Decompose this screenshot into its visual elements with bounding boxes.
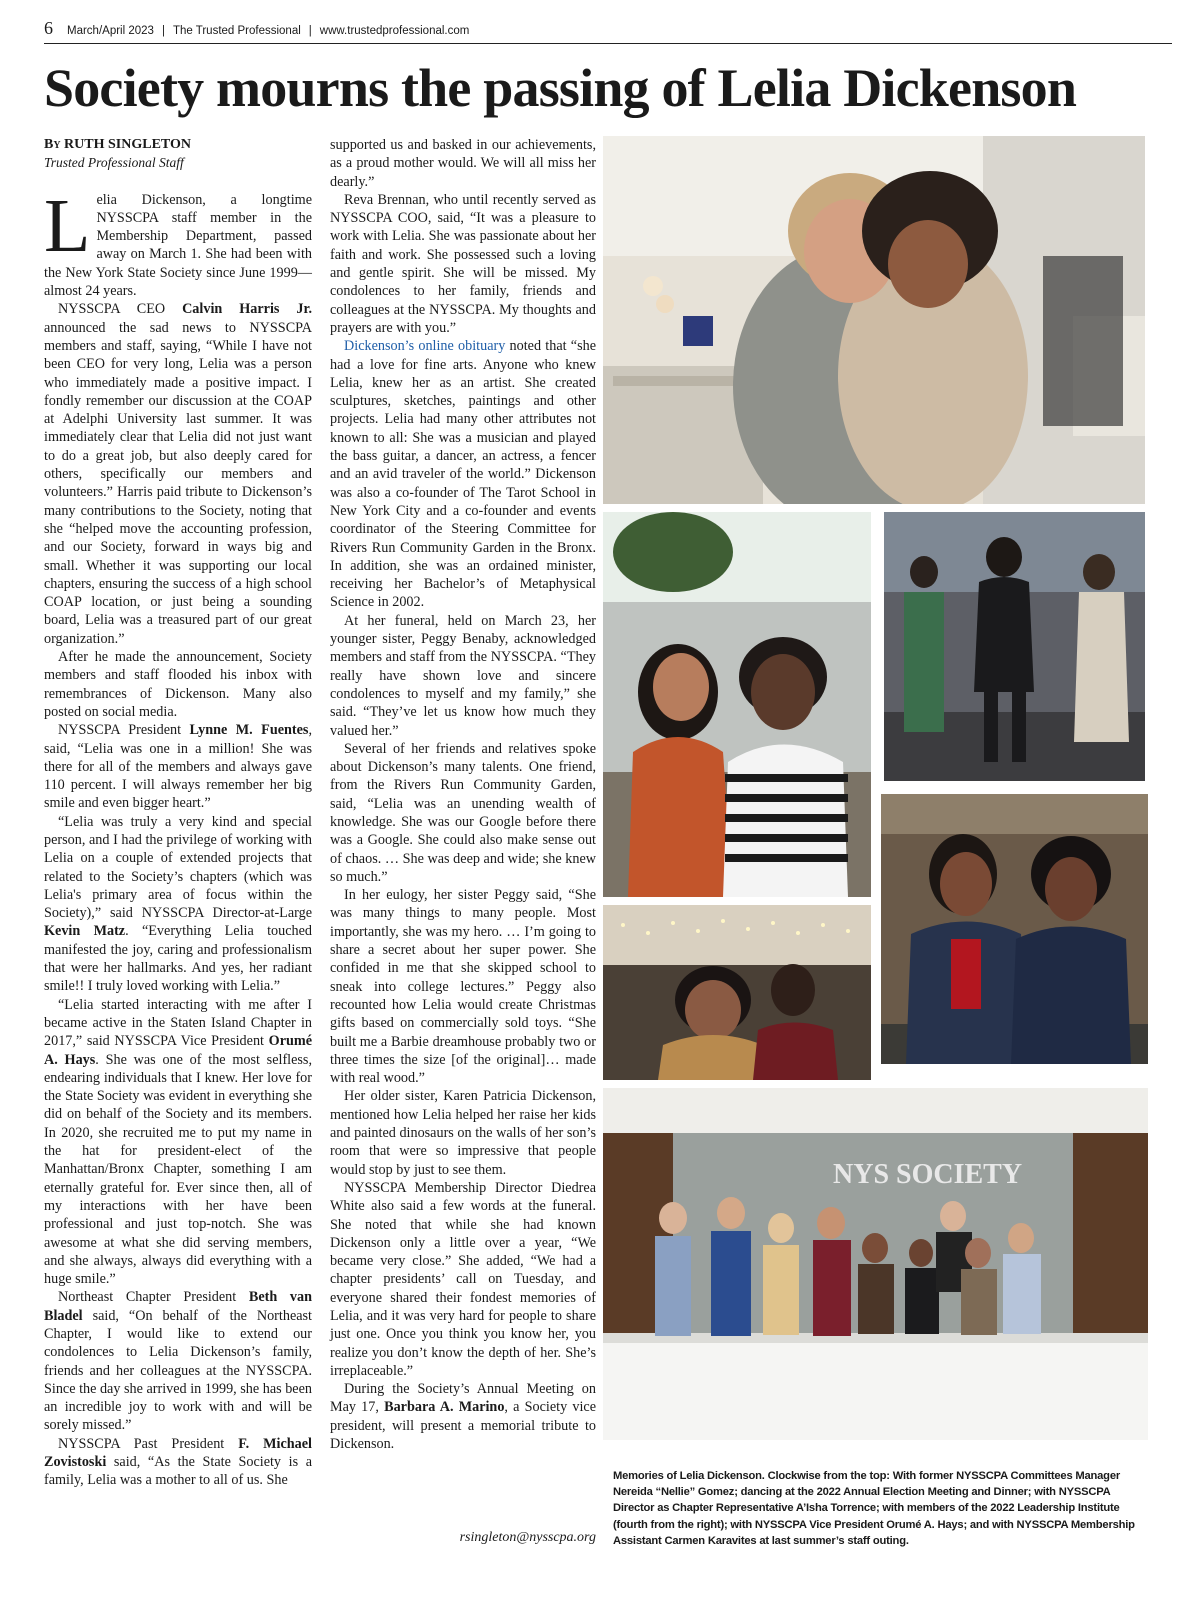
publication-url[interactable]: www.trustedprofessional.com <box>319 25 470 37</box>
paragraph: At her funeral, held on March 23, her younger sister, Peggy Benaby, acknowledged members and staff from the NYSSCPA. “They really have shown love and sincere condolences to myself and my family,” she said. “They’ve let us know how much they valued her.” <box>330 612 596 739</box>
paragraph: Dickenson’s online obituary noted that “she had a love for fine arts. Anyone who knew Lelia, knew her as an artist. She created sculptures, sketches, paintings and other projects. Lelia had many other attributes not known to all: She was a musician and played the bass guitar, a dancer, an actress, a fencer and an avid traveler of the world.” Dickenson was also a co-founder of The Tarot School in New York City and a co-founder and events coordinator of the Steering Committee for Rivers Run Community Garden in the Bronx. In addition, she was an ordained minister, receiving her Bachelor’s of Metaphysical Science in 2002. <box>330 338 596 611</box>
paragraph: NYSSCPA Past President F. Michael Zovistoski said, “As the State Society is a family, Lelia was a mother to all of us. She <box>44 1435 312 1489</box>
header-separator: | <box>161 25 165 37</box>
paragraph: Reva Brennan, who until recently served as NYSSCPA COO, said, “It was a pleasure to work with Lelia. She was passionate about her faith and work. She possessed such a loving and gentle spirit. She will be missed. My condolences to her family, friends and colleagues at the NYSSCPA. My thoughts and prayers are with you.” <box>330 191 596 336</box>
paragraph: NYSSCPA Membership Director Diedrea White also said a few words at the funeral. She noted that while she had known Dickenson only a little over a year, “We became very close.” She added, “We had a chapter presidents’ call on Tuesday, and everyone shared their fondest memories of Lelia, and it was very hard for people to share just one. Once you think you know her, you realize you don’t know the depth of her. She’s irreplaceable.” <box>330 1179 596 1379</box>
paragraph: Northeast Chapter President Beth van Bladel said, “On behalf of the Northeast Chapter, I would like to extend our condolences to Lelia Dickenson’s family, friends and her colleagues at the NYSSCPA. Since the day she arrived in 1999, she has been an incredible joy to work with and will be sorely missed.” <box>44 1289 312 1434</box>
paragraph: “Lelia started interacting with me after I became active in the Staten Island Chapter in 2017,” said NYSSCPA Vice President Orumé A. Hays. She was one of the most selfless, endearing individuals that I knew. Her love for the State Society was evident in everything she did on behalf of the Society and its members. In 2020, she recruited me to put my name in the hat for president-elect of the Manhattan/Bronx Chapter, something I am eternally grateful for. Ever since then, all of my interactions with her have been professional and just top-notch. She was awesome at what she did serving members, and she always, always did everything with a huge smile.” <box>44 996 312 1288</box>
lead-paragraph: Lelia Dickenson, a longtime NYSSCPA staff member in the Membership Department, passed away on March 1. She had been with the New York State Society since June 1999—almost 24 years. <box>44 183 312 300</box>
article-column-1 <box>44 136 312 1490</box>
photo-with-torrence <box>881 794 1148 1064</box>
photo-caption: Memories of Lelia Dickenson. Clockwise from the top: With former NYSSCPA Committees Manager Nereida “Nellie” Gomez; dancing at the 2022 Annual Election Meeting and Dinner; with NYSSCPA Director as Chapter Representative A’Isha Torrence; with members of the 2022 Leadership Institute (fourth from the right); with NYSSCPA Vice President Orumé A. Hays; and with NYSSCPA Membership Assistant Carmen Karavites at last summer’s staff outing. <box>613 1470 1135 1547</box>
header-separator: | <box>308 25 312 37</box>
publication-name: The Trusted Professional <box>172 25 301 37</box>
paragraph: After he made the announcement, Society members and staff flooded his inbox with remembrances of Dickenson. Many also posted on social media. <box>44 649 312 720</box>
paragraph: NYSSCPA CEO Calvin Harris Jr. announced the sad news to NYSSCPA members and staff, saying, “While I have not been CEO for very long, Lelia was a person who immediately made a positive impact. I fondly remember our discussion at the COAP at Adelphi University last summer. It was immediately clear that Lelia did not just want to do a great job, but also deeply cared for others, specifically our members and volunteers.” Harris paid tribute to Dickenson’s many contributions to the Society, noting that she “helped move the accounting profession, and our Society, forward in ways big and small. Whether it was supporting our local chapters, ensuring the success of a high school COAP location, or just being a sounding board, Lelia was a treasured part of our great organization.” <box>44 301 312 647</box>
obituary-link[interactable]: Dickenson’s online obituary <box>344 338 506 355</box>
photo-dancing <box>884 512 1145 781</box>
sign-lettering: NYS SOCIETY <box>833 1159 1023 1190</box>
drop-cap: L <box>44 183 91 268</box>
article-column-2 <box>330 136 596 1453</box>
issue-date: March/April 2023 <box>67 25 154 37</box>
paragraph: “Lelia was truly a very kind and special person, and I had the privilege of working with Lelia on a couple of extended projects that related to the Society’s chapters (which was Lelia's primary area of focus within the Society),” said NYSSCPA Director-at-Large Kevin Matz. “Everything Lelia touched manifested the joy, caring and professionalism that were her hallmarks. And yes, her radiant smile!! I truly loved working with Lelia.” <box>44 813 312 995</box>
byline: By RUTH SINGLETON <box>44 137 192 152</box>
page-number: 6 <box>44 18 53 38</box>
article-headline: Society mourns the passing of Lelia Dickenson <box>44 58 1077 118</box>
paragraph: In her eulogy, her sister Peggy said, “She was many things to many people. Most importantly, she was my hero. … I’m going to share a secret about her super power. She confided in me that she skipped school to sneak into college lectures.” Peggy also recounted how Lelia would create Christmas gifts based on commercially sold toys. “She built me a Barbie dreamhouse probably two or three times the size [of the original]… made with real wood.” <box>330 887 596 1087</box>
photo-staff-outing <box>603 905 871 1080</box>
paragraph: NYSSCPA President Lynne M. Fuentes, said, “Lelia was one in a million! She was there for all of the members and always gave 110 percent. I will always remember her big smile and even bigger heart.” <box>44 722 312 812</box>
photo-event-two-women <box>603 512 871 897</box>
photo-leadership-institute <box>603 1088 1148 1440</box>
page-header <box>44 14 1172 44</box>
paragraph: Her older sister, Karen Patricia Dickenson, mentioned how Lelia helped her raise her kids and painted dinosaurs on the walls of her son’s room that were so impressive that people would stop by just to see them. <box>330 1088 596 1178</box>
author-email[interactable]: rsingleton@nysscpa.org <box>459 1530 596 1545</box>
paragraph: supported us and basked in our achievements, as a proud mother would. We will all miss her dearly.” <box>330 137 596 190</box>
paragraph: Several of her friends and relatives spoke about Dickenson’s many talents. One friend, from the Rivers Run Community Garden, said, “Lelia was an unending wealth of knowledge. She was our Google before there was a Google. She could also make sense out of chaos. … She was deep and wide; she knew so much.” <box>330 740 596 885</box>
paragraph: During the Society’s Annual Meeting on May 17, Barbara A. Marino, a Society vice president, will present a memorial tribute to Dickenson. <box>330 1381 596 1453</box>
photo-hug-office <box>603 136 1145 504</box>
author-title: Trusted Professional Staff <box>44 155 184 171</box>
